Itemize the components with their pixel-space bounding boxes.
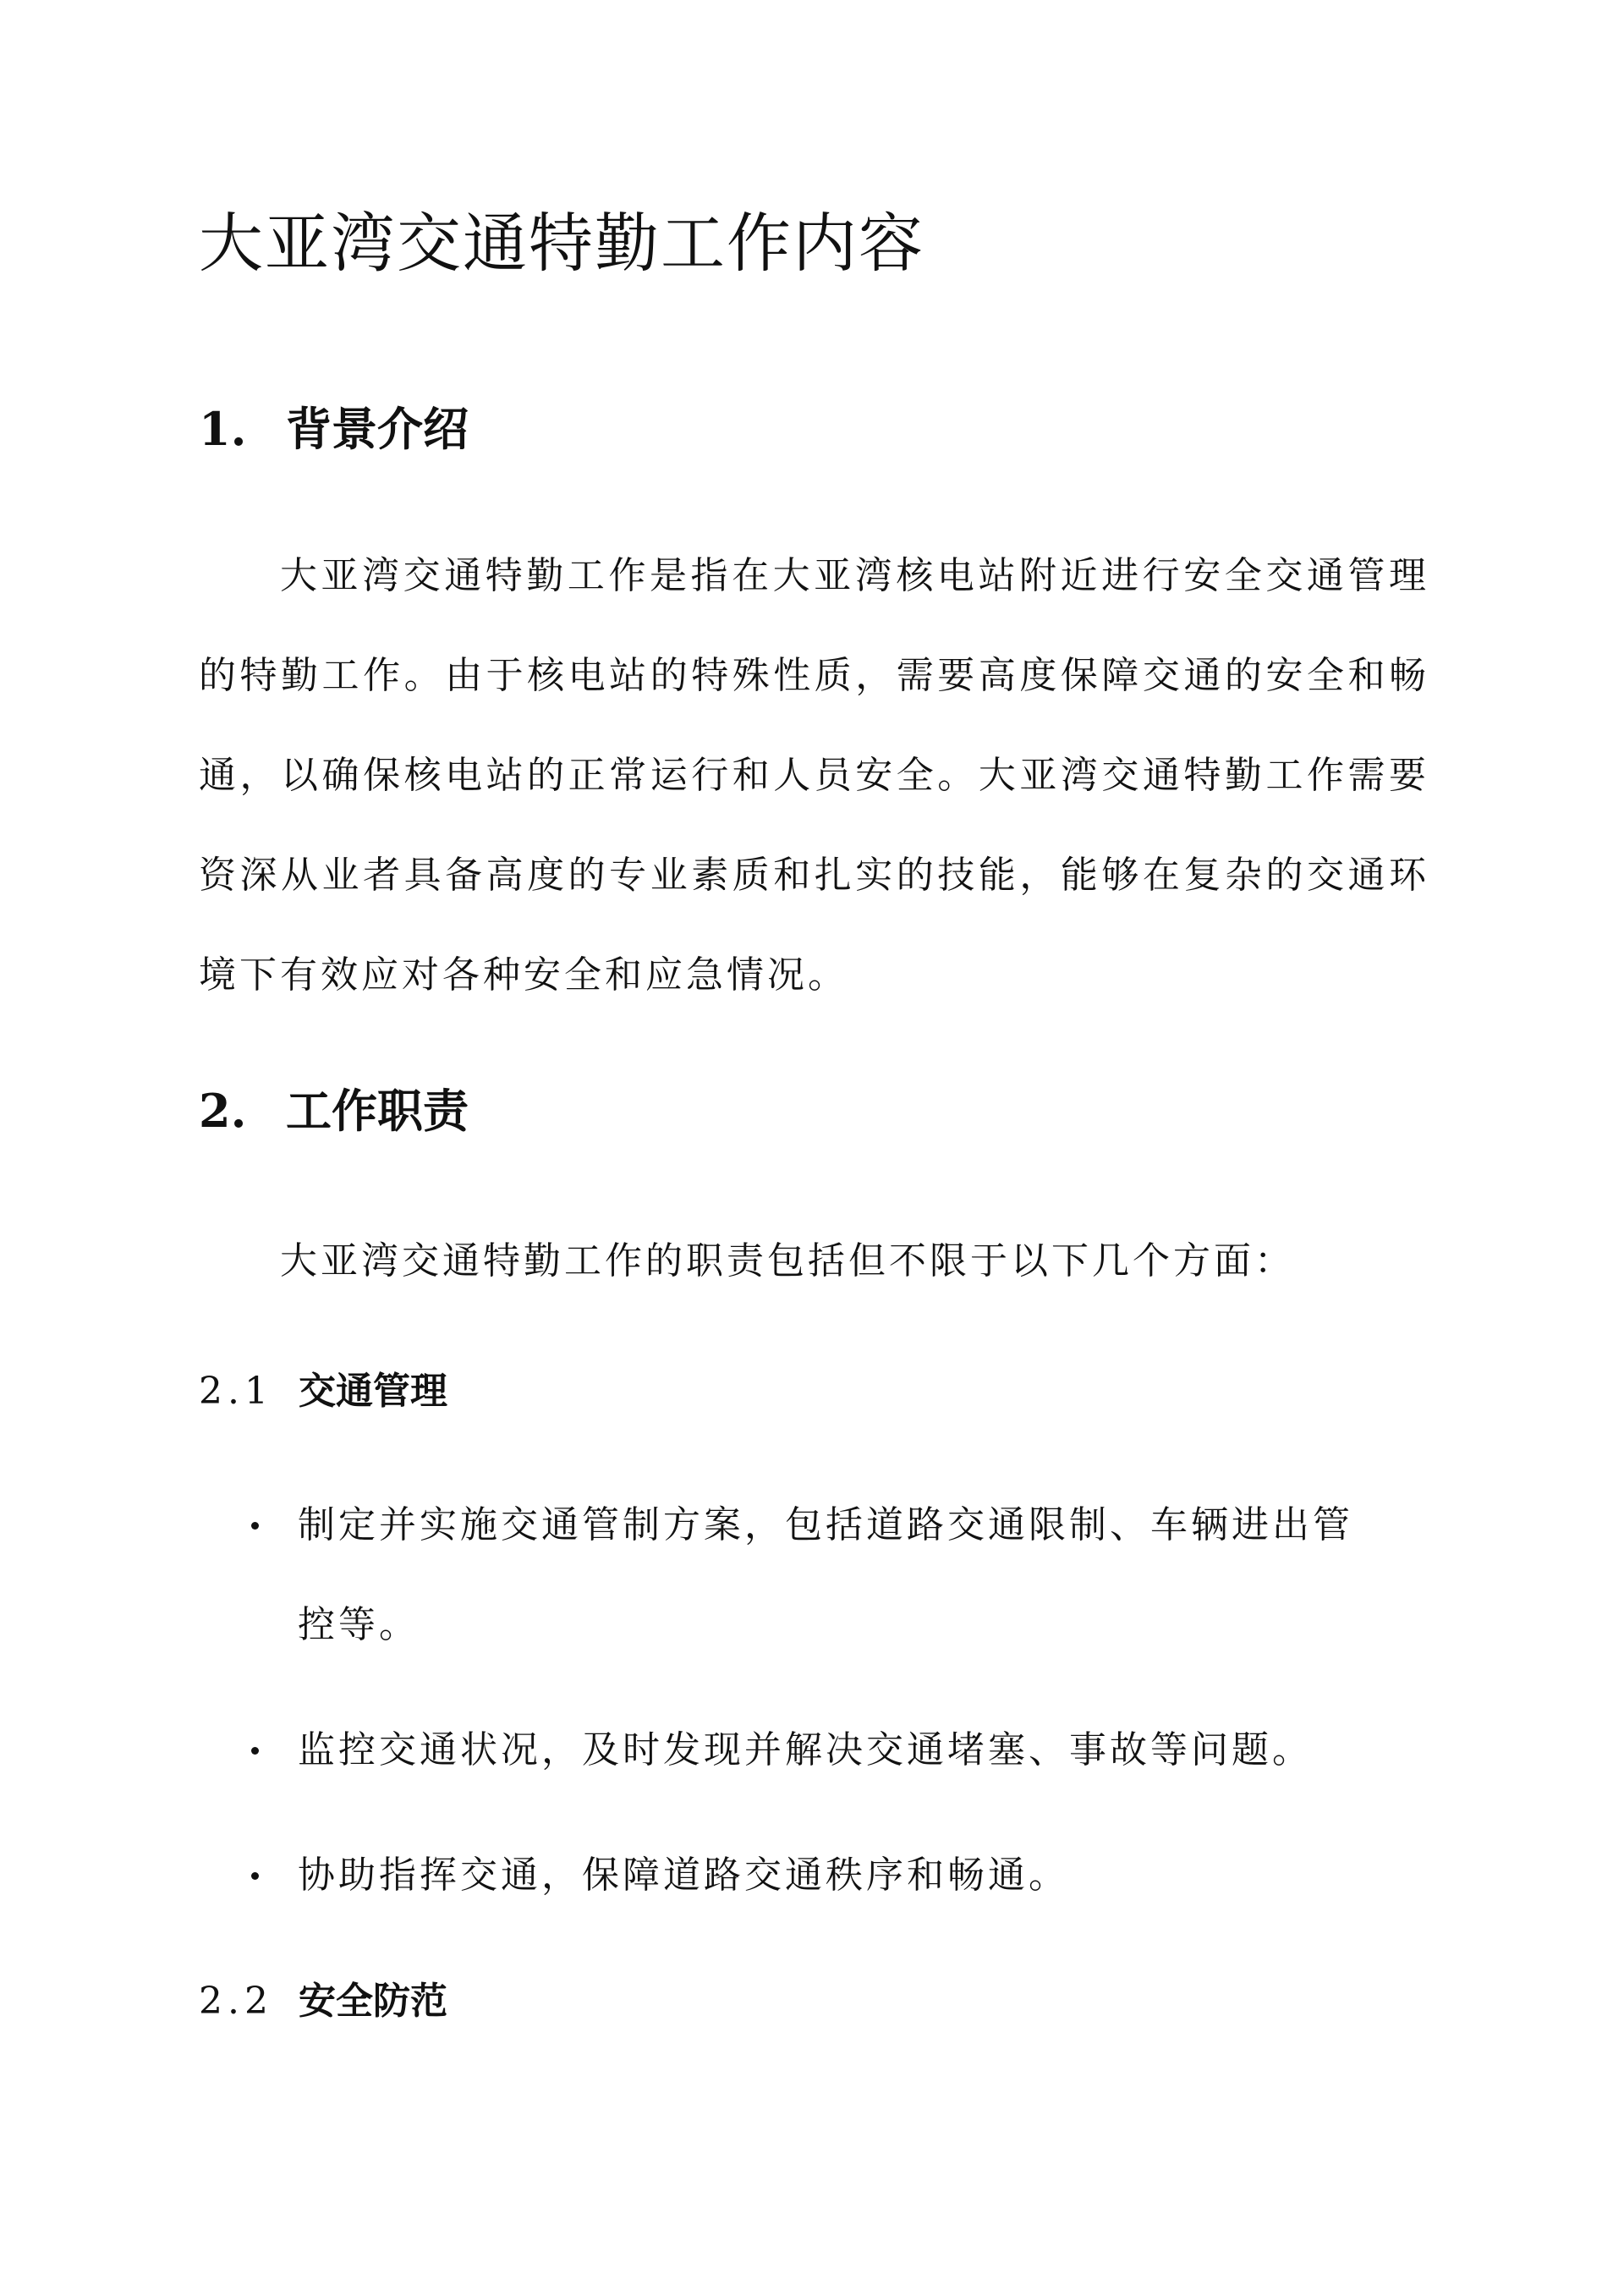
subsection-number: 2.1 <box>199 1370 273 1413</box>
subsection-heading-traffic-management <box>199 1366 447 1417</box>
bullet-icon <box>251 1522 259 1530</box>
section-title: 背景介绍 <box>286 402 469 456</box>
list-item-text: 制定并实施交通管制方案，包括道路交通限制、车辆进出管控等。 <box>298 1503 1353 1646</box>
background-paragraph: 大亚湾交通特勤工作是指在大亚湾核电站附近进行安全交通管理的特勤工作。由于核电站的特殊性质，需要高度保障交通的安全和畅通，以确保核电站的正常运行和人员安全。大亚湾交通特勤工作需要资深从业者具备高度的专业素质和扎实的技能，能够在复杂的交通环境下有效应对各种安全和应急情况。 <box>199 554 1429 997</box>
section-heading-background <box>199 399 469 459</box>
list-item <box>199 1826 1429 1925</box>
list-item <box>199 1475 1429 1675</box>
duties-intro-paragraph: 大亚湾交通特勤工作的职责包括但不限于以下几个方面： <box>280 1239 1295 1283</box>
traffic-management-list <box>199 1475 1429 1925</box>
section-heading-duties <box>199 1081 469 1140</box>
section-number: 2. <box>199 1084 247 1138</box>
subsection-number: 2.2 <box>199 1980 273 2023</box>
subsection-heading-security <box>199 1976 447 2027</box>
list-item-text: 监控交通状况，及时发现并解决交通堵塞、事故等问题。 <box>298 1728 1313 1771</box>
document-title: 大亚湾交通特勤工作内容 <box>199 206 924 281</box>
bullet-icon <box>251 1872 259 1880</box>
bullet-icon <box>251 1747 259 1755</box>
section-number: 1. <box>199 402 247 456</box>
list-item-text: 协助指挥交通，保障道路交通秩序和畅通。 <box>298 1854 1069 1897</box>
subsection-title: 安全防范 <box>299 1980 447 2023</box>
subsection-title: 交通管理 <box>299 1370 447 1413</box>
section-title: 工作职责 <box>286 1084 469 1138</box>
list-item <box>199 1700 1429 1800</box>
